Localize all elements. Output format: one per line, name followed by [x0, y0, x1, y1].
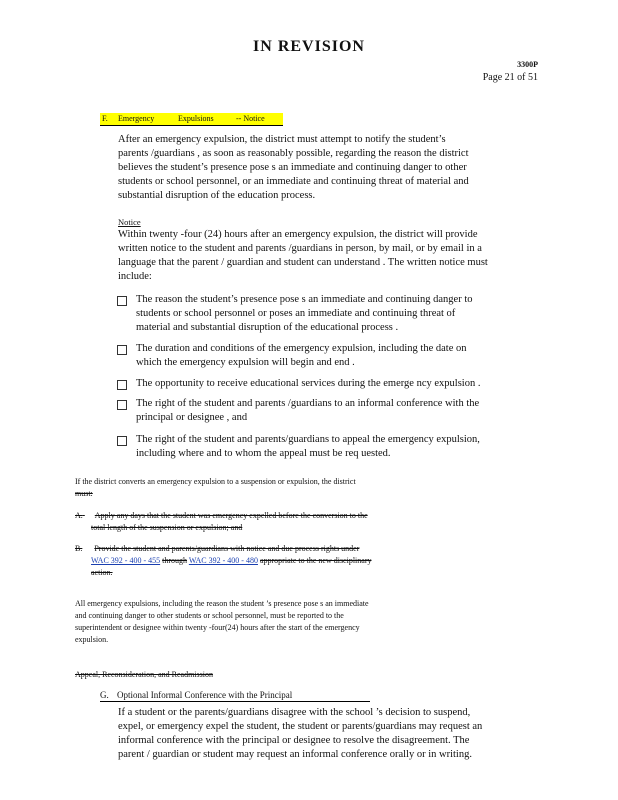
text-line: expulsion. [75, 635, 109, 644]
text-line: The right of the student and parents/guardians to appeal the emergency expulsion, [136, 434, 480, 445]
text-line: If a student or the parents/guardians disagree with the school ’s decision to suspend, [118, 707, 471, 718]
bullet-item [136, 397, 520, 425]
bullet-box-icon [117, 436, 127, 446]
bullet-box-icon [117, 400, 127, 410]
section-g-underline [100, 701, 370, 702]
text-line: students or school personnel or poses an immediate and continuing threat of [136, 308, 456, 319]
text-through: through [162, 556, 187, 565]
notice-body [118, 228, 530, 284]
text-line: students or school personnel, or an immediate and continuing threat of material and [118, 176, 469, 187]
text-line: material and substantial disruption of the educational process . [136, 322, 399, 333]
notice-heading: Notice [118, 217, 141, 227]
section-g-heading [100, 690, 292, 700]
text-line: The right of the student and parents /guardians to an informal conference with the [136, 398, 480, 409]
text-line: Apply any days that the student was emergency expelled before the conversion to the [94, 511, 368, 520]
text-line: and continuing danger to other students or school personnel, must be reported to the [75, 611, 344, 620]
text-line: language that the parent / guardian and student can understand . The written notice must [118, 257, 488, 268]
page-title: IN REVISION [253, 38, 365, 55]
section-g-title: Optional Informal Conference with the Principal [117, 690, 293, 700]
text-line: If the district converts an emergency expulsion to a suspension or expulsion, the district [75, 477, 356, 486]
text-line: Provide the student and parents/guardians with notice and due process rights under [94, 544, 360, 553]
item-letter: B. [75, 544, 83, 553]
text-line: principal or designee , and [136, 412, 248, 423]
bullet-box-icon [117, 380, 127, 390]
text-line: written notice to the student and parents /guardians in person, by mail, or by email in a [118, 243, 482, 254]
text-line: parent / guardian or student may request an informal conference orally or in writing. [118, 749, 472, 760]
section-g-body [118, 706, 534, 762]
section-f-word-emergency: Emergency [118, 114, 155, 123]
text-line: appropriate to the new disciplinary [259, 556, 372, 565]
text-line: Within twenty -four (24) hours after an emergency expulsion, the district will provide [118, 229, 478, 240]
section-f-body [118, 133, 516, 203]
bullet-item [136, 293, 520, 335]
reporting-paragraph [75, 598, 369, 646]
bullet-box-icon [117, 296, 127, 306]
text-line: total length of the suspension or expulsion; and [91, 523, 243, 532]
text-line: action. [91, 568, 113, 577]
text-line: After an emergency expulsion, the district must attempt to notify the student’s [118, 134, 446, 145]
text-line: The reason the student’s presence pose s an immediate and continuing danger to [136, 294, 473, 305]
text-line: substantial disruption of the education process. [118, 190, 316, 201]
section-f-letter: F. [102, 114, 108, 123]
text-line: All emergency expulsions, including the reason the student ’s presence pose s an immediate [75, 599, 369, 608]
item-letter: A. [75, 511, 83, 520]
text-line: must: [75, 489, 93, 498]
wac-link[interactable]: WAC 392 - 400 - 455 [91, 556, 161, 565]
bullet-box-icon [117, 345, 127, 355]
bullet-item [136, 433, 520, 461]
policy-code: 3300P [517, 60, 538, 69]
text-line: including where and to whom the appeal must be req uested. [136, 448, 391, 459]
text-line: The opportunity to receive educational services during the emerge ncy expulsion . [136, 378, 481, 389]
conversion-item-a [75, 510, 368, 534]
bullet-item [136, 377, 520, 391]
appeal-heading: Appeal, Reconsideration, and Readmission [75, 670, 213, 679]
section-f-word-expulsions: Expulsions [178, 114, 214, 123]
section-f-word-notice: -- Notice [236, 114, 265, 123]
bullet-item [136, 342, 520, 370]
text-line: parents /guardians , as soon as reasonably possible, regarding the reason the district [118, 148, 469, 159]
text-line: believes the student’s presence pose s an immediate and continuing danger to other [118, 162, 467, 173]
page-number: Page 21 of 51 [482, 72, 538, 83]
conversion-item-b [75, 543, 372, 579]
text-line: superintendent or designee within twenty -four(24) hours after the start of the emergency [75, 623, 360, 632]
section-g-letter: G. [100, 690, 109, 700]
conversion-intro [75, 476, 356, 500]
section-f-heading [100, 113, 283, 126]
text-line: which the emergency expulsion will begin and end . [136, 357, 355, 368]
text-line: include: [118, 271, 152, 282]
text-line: expel, or emergency expel the student, the student or parents/guardians may request an [118, 721, 483, 732]
wac-link[interactable]: WAC 392 - 400 - 480 [188, 556, 258, 565]
text-line: informal conference with the principal or designee to resolve the disagreement. The [118, 735, 470, 746]
text-line: The duration and conditions of the emergency expulsion, including the date on [136, 343, 467, 354]
